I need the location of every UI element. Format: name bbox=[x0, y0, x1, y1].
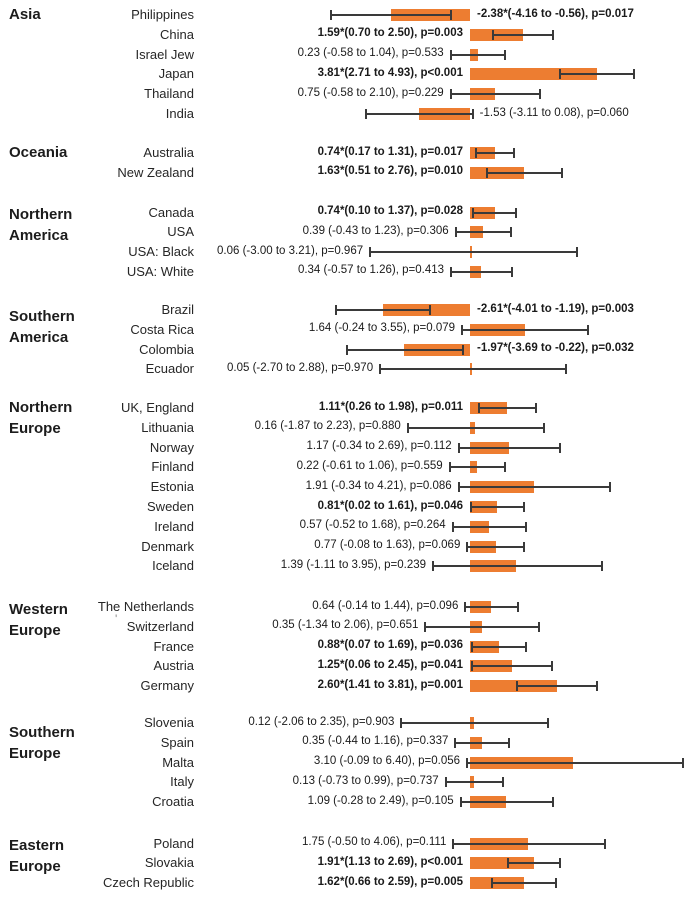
country-label: Colombia bbox=[139, 341, 194, 357]
value-label: 0.74*(0.17 to 1.31), p=0.017 bbox=[317, 145, 463, 158]
ci-whisker bbox=[425, 626, 538, 628]
ci-whisker bbox=[336, 309, 430, 311]
ci-cap-right bbox=[511, 267, 513, 277]
region-label: Western bbox=[9, 601, 68, 618]
ci-cap-left bbox=[466, 542, 468, 552]
country-label: Sweden bbox=[147, 499, 194, 514]
ci-whisker bbox=[331, 14, 451, 16]
ci-cap-left bbox=[452, 839, 454, 849]
ci-whisker bbox=[487, 172, 562, 174]
country-label: Austria bbox=[153, 658, 194, 674]
country-label: Japan bbox=[158, 66, 194, 82]
value-label: 1.64 (-0.24 to 3.55), p=0.079 bbox=[308, 322, 456, 335]
country-label: USA bbox=[167, 224, 194, 240]
region-label: Northern bbox=[9, 399, 73, 416]
country-label: Spain bbox=[160, 734, 194, 750]
value-label: 0.34 (-0.57 to 1.26), p=0.413 bbox=[297, 264, 445, 277]
ci-whisker bbox=[347, 349, 463, 351]
ci-cap-right bbox=[551, 661, 553, 671]
ci-whisker bbox=[453, 526, 526, 528]
ci-whisker bbox=[493, 34, 553, 36]
country-label: Switzerland bbox=[126, 618, 194, 634]
country-label: Costa Rica bbox=[130, 321, 194, 337]
ci-cap-left bbox=[472, 208, 474, 218]
ci-cap-left bbox=[335, 305, 337, 315]
country-label: Estonia bbox=[150, 479, 194, 495]
value-label: -1.53 (-3.11 to 0.08), p=0.060 bbox=[479, 106, 629, 119]
region-label: Europe bbox=[9, 419, 61, 437]
region-label: Eastern bbox=[9, 837, 65, 854]
ci-whisker bbox=[467, 762, 683, 764]
value-label: 3.10 (-0.09 to 6.40), p=0.056 bbox=[313, 755, 461, 768]
country-label: Italy bbox=[170, 774, 194, 790]
country-label: Germany bbox=[140, 678, 194, 694]
value-label: 1.91*(1.13 to 2.69), p<0.001 bbox=[317, 855, 463, 868]
ci-cap-left bbox=[445, 777, 447, 787]
ci-cap-right bbox=[609, 482, 611, 492]
value-label: 0.57 (-0.52 to 1.68), p=0.264 bbox=[299, 519, 446, 532]
region-label: Europe bbox=[9, 857, 61, 875]
value-label: 0.35 (-0.44 to 1.16), p=0.337 bbox=[302, 735, 449, 748]
value-label: 0.22 (-0.61 to 1.06), p=0.559 bbox=[296, 459, 443, 472]
ci-cap-left bbox=[507, 858, 509, 868]
country-label: Finland bbox=[151, 459, 194, 475]
ci-cap-right bbox=[552, 797, 554, 807]
country-label: The Netherlands bbox=[97, 599, 194, 614]
ci-cap-left bbox=[461, 325, 463, 335]
country-label: UK, England bbox=[121, 400, 194, 415]
ci-cap-left bbox=[432, 561, 434, 571]
ci-whisker bbox=[433, 565, 601, 567]
value-label: 0.75 (-0.58 to 2.10), p=0.229 bbox=[297, 86, 444, 99]
ci-whisker bbox=[455, 742, 508, 744]
value-label: 1.09 (-0.28 to 2.49), p=0.105 bbox=[307, 794, 454, 807]
ci-cap-right bbox=[565, 364, 567, 374]
ci-cap-right bbox=[552, 30, 554, 40]
country-label: Denmark bbox=[141, 538, 194, 554]
ci-cap-right bbox=[450, 10, 452, 20]
value-label: 1.59*(0.70 to 2.50), p=0.003 bbox=[317, 27, 463, 40]
region-label: America bbox=[9, 328, 69, 346]
ci-cap-left bbox=[379, 364, 381, 374]
ci-whisker bbox=[472, 646, 526, 648]
ci-whisker bbox=[479, 407, 536, 409]
ci-cap-left bbox=[455, 227, 457, 237]
ci-cap-left bbox=[365, 109, 367, 119]
region-label: Europe bbox=[9, 621, 61, 639]
ci-cap-right bbox=[508, 738, 510, 748]
ci-cap-left bbox=[450, 89, 452, 99]
country-label: Canada bbox=[148, 204, 194, 220]
country-label: Ireland bbox=[154, 518, 194, 534]
country-label: Thailand bbox=[144, 86, 194, 102]
value-label: 0.23 (-0.58 to 1.04), p=0.533 bbox=[297, 47, 444, 60]
ci-cap-right bbox=[513, 148, 515, 158]
ci-cap-right bbox=[525, 522, 527, 532]
ci-cap-right bbox=[604, 839, 606, 849]
value-label: 0.81*(0.02 to 1.61), p=0.046 bbox=[317, 499, 463, 512]
value-label: 0.77 (-0.08 to 1.63), p=0.069 bbox=[314, 539, 461, 552]
value-label: 0.05 (-2.70 to 2.88), p=0.970 bbox=[227, 361, 374, 374]
ci-cap-left bbox=[450, 267, 452, 277]
country-label: Slovakia bbox=[144, 855, 194, 871]
ci-cap-right bbox=[539, 89, 541, 99]
ci-whisker bbox=[453, 843, 605, 845]
ci-cap-right bbox=[555, 878, 557, 888]
ci-cap-left bbox=[424, 622, 426, 632]
ci-cap-right bbox=[504, 462, 506, 472]
ci-cap-right bbox=[543, 423, 545, 433]
ci-cap-right bbox=[429, 305, 431, 315]
ci-whisker bbox=[380, 368, 566, 370]
ci-whisker bbox=[517, 685, 597, 687]
ci-cap-left bbox=[449, 462, 451, 472]
ci-cap-left bbox=[464, 602, 466, 612]
country-label: China bbox=[160, 26, 194, 42]
value-label: 0.06 (-3.00 to 3.21), p=0.967 bbox=[217, 244, 364, 257]
value-label: 1.75 (-0.50 to 4.06), p=0.111 bbox=[301, 836, 447, 848]
stray-mark: ' bbox=[115, 612, 118, 626]
ci-cap-left bbox=[516, 681, 518, 691]
ci-cap-left bbox=[559, 69, 561, 79]
ci-whisker bbox=[467, 546, 524, 548]
value-label: 0.64 (-0.14 to 1.44), p=0.096 bbox=[312, 599, 459, 612]
ci-cap-right bbox=[601, 561, 603, 571]
country-label: France bbox=[153, 638, 194, 654]
ci-cap-right bbox=[523, 502, 525, 512]
value-label: 2.60*(1.41 to 3.81), p=0.001 bbox=[317, 678, 463, 691]
country-label: Iceland bbox=[152, 558, 194, 574]
ci-cap-right bbox=[596, 681, 598, 691]
region-label: America bbox=[9, 226, 69, 244]
value-label: 1.25*(0.06 to 2.45), p=0.041 bbox=[317, 658, 463, 671]
ci-whisker bbox=[462, 329, 588, 331]
value-label: 0.74*(0.10 to 1.37), p=0.028 bbox=[317, 205, 463, 217]
country-label: Slovenia bbox=[144, 715, 194, 730]
ci-whisker bbox=[459, 447, 560, 449]
country-label: Norway bbox=[149, 439, 194, 455]
ci-cap-left bbox=[369, 247, 371, 257]
ci-cap-right bbox=[535, 403, 537, 413]
ci-cap-right bbox=[517, 602, 519, 612]
country-label: New Zealand bbox=[117, 164, 194, 180]
ci-cap-right bbox=[525, 642, 527, 652]
ci-cap-left bbox=[471, 642, 473, 652]
region-label: Northern bbox=[9, 206, 73, 223]
ci-cap-right bbox=[561, 168, 563, 178]
value-label: -2.38*(-4.16 to -0.56), p=0.017 bbox=[477, 7, 634, 20]
ci-cap-right bbox=[472, 109, 474, 119]
ci-cap-left bbox=[475, 148, 477, 158]
ci-cap-right bbox=[547, 718, 549, 728]
value-label: 0.16 (-1.87 to 2.23), p=0.880 bbox=[254, 420, 401, 433]
ci-whisker bbox=[451, 93, 540, 95]
ci-cap-left bbox=[452, 522, 454, 532]
ci-cap-left bbox=[478, 403, 480, 413]
ci-whisker bbox=[451, 54, 505, 56]
region-label: Europe bbox=[9, 744, 61, 762]
value-label: 3.81*(2.71 to 4.93), p<0.001 bbox=[317, 66, 463, 79]
ci-cap-left bbox=[458, 482, 460, 492]
ci-cap-left bbox=[458, 443, 460, 453]
value-label: 0.13 (-0.73 to 0.99), p=0.737 bbox=[292, 774, 439, 787]
ci-cap-left bbox=[470, 502, 472, 512]
country-label: Ecuador bbox=[145, 361, 194, 377]
ci-cap-right bbox=[462, 345, 464, 355]
ci-cap-right bbox=[515, 208, 517, 218]
ci-cap-right bbox=[587, 325, 589, 335]
value-label: 0.12 (-2.06 to 2.35), p=0.903 bbox=[248, 715, 395, 728]
region-label: Asia bbox=[9, 6, 41, 23]
ci-cap-right bbox=[576, 247, 578, 257]
ci-cap-left bbox=[346, 345, 348, 355]
value-label: 1.91 (-0.34 to 4.21), p=0.086 bbox=[305, 479, 452, 492]
country-label: Poland bbox=[153, 835, 194, 851]
ci-cap-right bbox=[559, 858, 561, 868]
ci-cap-left bbox=[492, 30, 494, 40]
ci-cap-right bbox=[523, 542, 525, 552]
ci-whisker bbox=[476, 152, 514, 154]
ci-whisker bbox=[366, 113, 472, 115]
ci-whisker bbox=[465, 606, 518, 608]
ci-cap-right bbox=[510, 227, 512, 237]
ci-cap-left bbox=[454, 738, 456, 748]
value-label: -2.61*(-4.01 to -1.19), p=0.003 bbox=[477, 302, 634, 315]
region-label: Southern bbox=[9, 308, 75, 325]
ci-whisker bbox=[459, 486, 611, 488]
region-label: Oceania bbox=[9, 144, 68, 161]
ci-whisker bbox=[473, 212, 515, 214]
ci-cap-right bbox=[559, 443, 561, 453]
ci-cap-left bbox=[400, 718, 402, 728]
ci-cap-left bbox=[460, 797, 462, 807]
ci-whisker bbox=[492, 882, 556, 884]
value-label: 1.63*(0.51 to 2.76), p=0.010 bbox=[317, 165, 463, 178]
ci-cap-left bbox=[471, 661, 473, 671]
ci-whisker bbox=[471, 506, 524, 508]
country-label: Malta bbox=[162, 754, 194, 770]
country-label: India bbox=[165, 106, 194, 121]
country-label: Brazil bbox=[161, 302, 194, 317]
country-label: Philippines bbox=[131, 7, 194, 22]
ci-cap-left bbox=[407, 423, 409, 433]
value-label: 0.39 (-0.43 to 1.23), p=0.306 bbox=[302, 224, 449, 237]
region-label: Southern bbox=[9, 724, 75, 741]
ci-cap-left bbox=[486, 168, 488, 178]
ci-cap-left bbox=[450, 50, 452, 60]
country-label: USA: White bbox=[126, 263, 194, 279]
value-label: 1.17 (-0.34 to 2.69), p=0.112 bbox=[306, 440, 452, 453]
ci-cap-left bbox=[491, 878, 493, 888]
ci-whisker bbox=[461, 801, 553, 803]
ci-whisker bbox=[508, 862, 560, 864]
value-label: 0.35 (-1.34 to 2.06), p=0.651 bbox=[272, 619, 419, 632]
country-label: Israel Jew bbox=[135, 46, 194, 62]
value-label: 1.39 (-1.11 to 3.95), p=0.239 bbox=[280, 558, 427, 571]
ci-cap-right bbox=[504, 50, 506, 60]
country-label: Lithuania bbox=[141, 419, 194, 435]
ci-cap-right bbox=[538, 622, 540, 632]
ci-whisker bbox=[451, 271, 512, 273]
country-label: Croatia bbox=[152, 794, 194, 810]
country-label: Czech Republic bbox=[102, 875, 194, 891]
ci-whisker bbox=[456, 231, 511, 233]
ci-whisker bbox=[450, 466, 506, 468]
ci-whisker bbox=[560, 73, 634, 75]
ci-whisker bbox=[370, 251, 577, 253]
value-label: 1.11*(0.26 to 1.98), p=0.011 bbox=[318, 400, 463, 413]
value-label: 0.88*(0.07 to 1.69), p=0.036 bbox=[317, 639, 463, 652]
ci-whisker bbox=[472, 665, 552, 667]
ci-cap-right bbox=[682, 758, 684, 768]
ci-cap-right bbox=[633, 69, 635, 79]
ci-whisker bbox=[446, 781, 503, 783]
ci-cap-left bbox=[330, 10, 332, 20]
value-label: 1.62*(0.66 to 2.59), p=0.005 bbox=[317, 875, 463, 888]
ci-cap-right bbox=[502, 777, 504, 787]
ci-whisker bbox=[401, 722, 548, 724]
ci-cap-left bbox=[466, 758, 468, 768]
country-label: Australia bbox=[143, 145, 194, 160]
country-label: USA: Black bbox=[128, 244, 194, 260]
ci-whisker bbox=[408, 427, 545, 429]
value-label: -1.97*(-3.69 to -0.22), p=0.032 bbox=[477, 342, 634, 355]
